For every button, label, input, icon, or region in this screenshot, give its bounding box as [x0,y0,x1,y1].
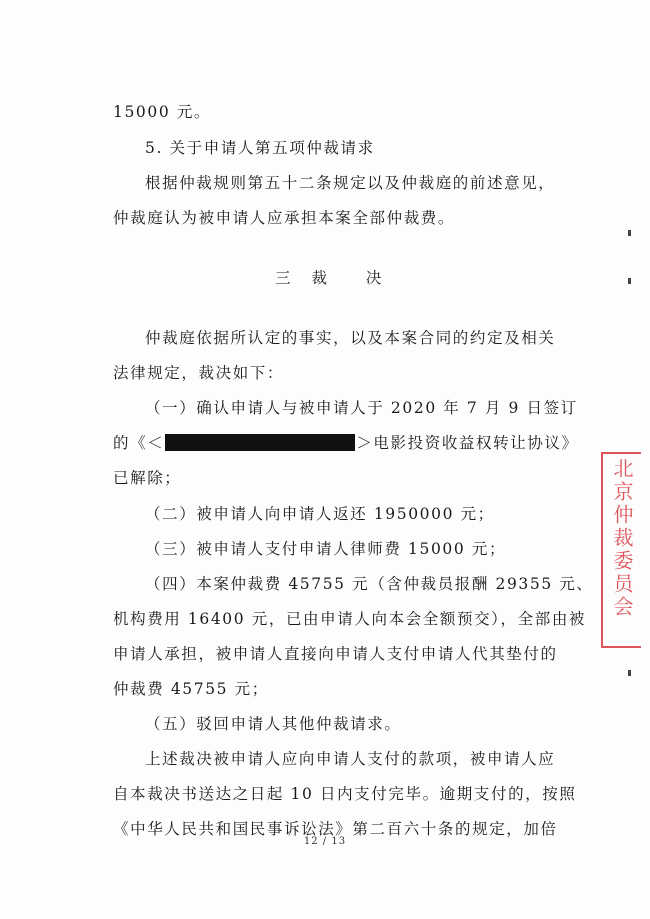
section-heading [275,268,382,288]
paragraph-line: 根据仲裁规则第五十二条规定以及仲裁庭的前述意见， [145,174,556,192]
paragraph-line: 已解除； [113,469,182,487]
section-subheading: 5. 关于申请人第五项仲裁请求 [145,139,375,157]
ruling-item-3: （三）被申请人支付申请人律师费 15000 元； [145,540,507,558]
paragraph-line: 仲裁费 45755 元； [113,680,269,698]
agreement-line [113,433,579,453]
ruling-item-2: （二）被申请人向申请人返还 1950000 元； [145,505,495,523]
paragraph-line: 上述裁决被申请人应向申请人支付的款项，被申请人应 [145,750,556,768]
paragraph-line: 自本裁决书送达之日起 10 日内支付完毕。逾期支付的，按照 [113,785,577,803]
ruling-item-1: （一）确认申请人与被申请人于 2020 年 7 月 9 日签订 [145,399,578,417]
paragraph-line: 15000 元。 [113,103,212,121]
scan-mark [628,670,631,676]
agreement-prefix: 的《＜ [113,434,165,452]
scan-mark [628,230,631,236]
agreement-suffix: ＞电影投资收益权转让协议》 [356,434,579,452]
heading-char: 裁 [311,269,328,287]
paragraph-line: 《中华人民共和国民事诉讼法》第二百六十条的规定，加倍 [113,820,558,838]
seal-text: 北京仲裁委员会 [610,458,634,619]
paragraph-line: 机构费用 16400 元，已由申请人向本会全额预交），全部由被 [113,610,587,628]
ruling-item-5: （五）驳回申请人其他仲裁请求。 [145,715,402,733]
heading-char: 决 [365,269,383,287]
heading-char: 三 [275,269,292,287]
paragraph-line: 仲裁庭依据所认定的事实，以及本案合同的约定及相关 [145,329,556,347]
redaction-bar [165,434,355,451]
scan-mark [628,278,631,284]
paragraph-line: 申请人承担，被申请人直接向申请人支付申请人代其垫付的 [113,645,558,663]
paragraph-line: 仲裁庭认为被申请人应承担本案全部仲裁费。 [113,209,456,227]
ruling-item-4: （四）本案仲裁费 45755 元（含仲裁员报酬 29355 元、 [145,575,594,593]
page-number: 12 / 13 [303,836,347,847]
paragraph-line: 法律规定，裁决如下： [113,364,285,382]
